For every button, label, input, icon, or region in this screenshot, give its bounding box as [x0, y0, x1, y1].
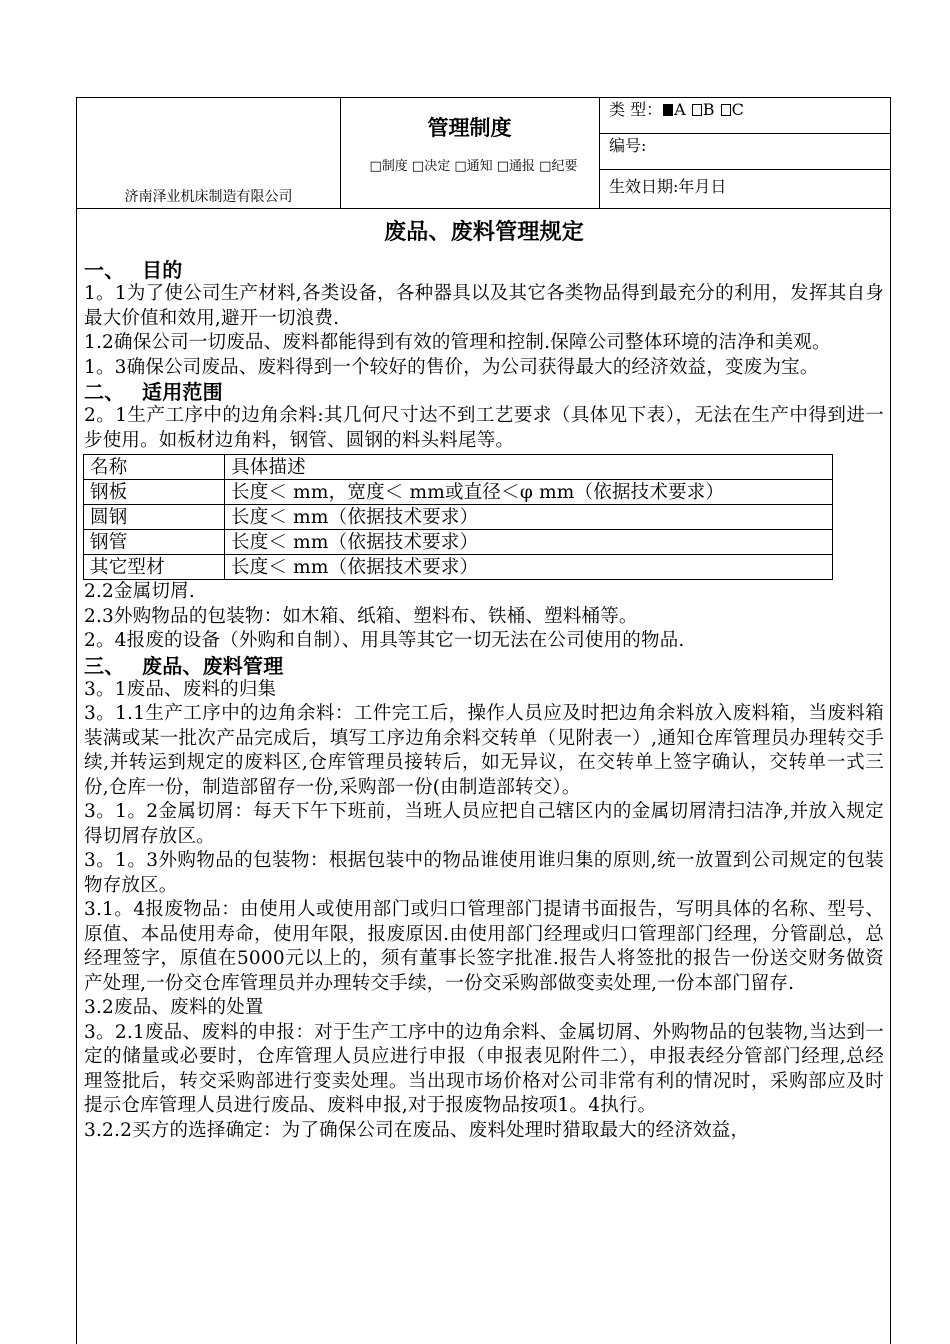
table-row: [84, 530, 833, 555]
table-cell: 钢管: [84, 530, 225, 555]
company-cell: [77, 98, 341, 208]
paragraph-2-2: 2.2金属切屑.: [84, 581, 195, 602]
section-heading-1: 一、 目的: [84, 258, 183, 282]
paragraph-3-2-2: 3.2.2买方的选择确定：为了确保公司在废品、废料处理时猎取最大的经济效益，: [84, 1119, 750, 1141]
company-name: 济南泽业机床制造有限公司: [124, 189, 293, 205]
checkbox-checked-icon: [663, 104, 673, 116]
category-options: □制度 □决定 □通知 □通报 □纪要: [369, 159, 578, 174]
paragraph-2-3: 2.3外购物品的包装物：如木箱、纸箱、塑料布、铁桶、塑料桶等。: [84, 605, 638, 627]
checkbox-icon: [692, 104, 702, 116]
paragraph-1-3: 1。3确保公司废品、废料得到一个较好的售价，为公司获得最大的经济效益，变废为宝。: [84, 356, 819, 378]
doc-type-cell: [340, 98, 600, 208]
table-row: [84, 505, 833, 530]
paragraph-1-2: 1.2确保公司一切废品、废料都能得到有效的管理和控制.保障公司整体环境的洁净和美观。: [84, 332, 831, 353]
type-option-c: C: [731, 100, 744, 119]
number-label: 编号:: [609, 136, 647, 155]
table-cell: 其它型材: [84, 555, 225, 580]
type-row: [600, 98, 890, 134]
paragraph-3-1-1: 3。1.1生产工序中的边角余料：工件完工后，操作人员应及时把边角余料放入废料箱，当废料箱装满或某一批次产品完成后，填写工序边角余料交转单（见附表一）,通知仓库管理员办理转交手续,并转运到规定的废料区,仓库管理员接转后，如无异议，在交转单上签字确认，交转单一式三份,仓库一份，制造部留存一份,采购部一份(由制造部转交）。: [84, 703, 884, 798]
table-cell: 长度＜ mm（依据技术要求）: [225, 530, 833, 555]
table-cell: 长度＜ mm（依据技术要求）: [225, 555, 833, 580]
paragraph-3-2-1: 3。2.1废品、废料的申报：对于生产工序中的边角余料、金属切屑、外购物品的包装物,当达到一定的储量或必要时，仓库管理人员应进行申报（申报表见附件二），申报表经分管部门经理,总经理签批后，转交采购部进行变卖处理。当出现市场价格对公司非常有利的情况时，采购部应及时提示仓库管理人员进行废品、废料申报,对于报废物品按项1。4执行。: [84, 1021, 884, 1116]
effective-date-label: 生效日期:年月日: [609, 177, 727, 196]
table-header-cell: 具体描述: [225, 455, 833, 480]
paragraph-2-4: 2。4报废的设备（外购和自制）、用具等其它一切无法在公司使用的物品.: [84, 630, 685, 651]
paragraph-3-1-2: 3。1。2金属切屑：每天下午下班前，当班人员应把自己辖区内的金属切屑清扫洁净,并放入规定得切屑存放区。: [84, 801, 884, 847]
scope-table: [83, 454, 833, 580]
paragraph-3-2: 3.2废品、废料的处置: [84, 997, 264, 1018]
document-page: [76, 97, 891, 1344]
type-option-a: A: [674, 100, 686, 119]
section-heading-3: 三、 废品、废料管理: [84, 653, 284, 678]
paragraph-3-1-4: 3.1。4报废物品：由使用人或使用部门或归口管理部门提请书面报告，写明具体的名称、型号、原值、本品使用寿命，使用年限，报废原因.由使用部门经理或归口管理部门经理，分管副总，总经理签字，原值在5000元以上的，须有董事长签字批准.报告人将签批的报告一份送交财务做资产处理,一份交仓库管理员并办理转交手续，一份交采购部做变卖处理,一份本部门留存.: [84, 899, 884, 994]
table-row: [84, 480, 833, 505]
section-heading-2: 二、 适用范围: [84, 380, 223, 404]
table-cell: 钢板: [84, 480, 225, 505]
table-row: [84, 555, 833, 580]
effective-date-row: [600, 170, 890, 208]
paragraph-2-1: 2。1生产工序中的边角余料:其几何尺寸达不到工艺要求（具体见下表），无法在生产中得到进一步使用。如板材边角料，钢管、圆钢的料头料尾等。: [84, 405, 884, 451]
table-header-cell: 名称: [84, 455, 225, 480]
table-cell: 长度＜ mm（依据技术要求）: [225, 505, 833, 530]
table-header-row: [84, 455, 833, 480]
number-row: [600, 134, 890, 170]
paragraph-3-1-3: 3。1。3外购物品的包装物：根据包装中的物品谁使用谁归集的原则,统一放置到公司规定的包装物存放区。: [84, 850, 884, 896]
type-option-b: B: [702, 100, 715, 119]
paragraph-3-1: 3。1废品、废料的归集: [84, 678, 277, 700]
meta-cell: [600, 98, 890, 208]
table-cell: 圆钢: [84, 505, 225, 530]
document-body: [84, 210, 884, 1143]
doc-type-title: 管理制度: [427, 116, 512, 140]
table-cell: 长度＜ mm，宽度＜ mm或直径＜φ mm（依据技术要求）: [225, 480, 833, 505]
checkbox-icon: [721, 104, 731, 116]
paragraph-1-1: 1。1为了使公司生产材料,各类设备，各种器具以及其它各类物品得到最充分的利用，发挥其自身最大价值和效用,避开一切浪费.: [84, 283, 884, 329]
type-label: 类 型：: [609, 100, 663, 119]
document-header: [77, 98, 890, 209]
document-title: 废品、废料管理规定: [384, 220, 584, 245]
